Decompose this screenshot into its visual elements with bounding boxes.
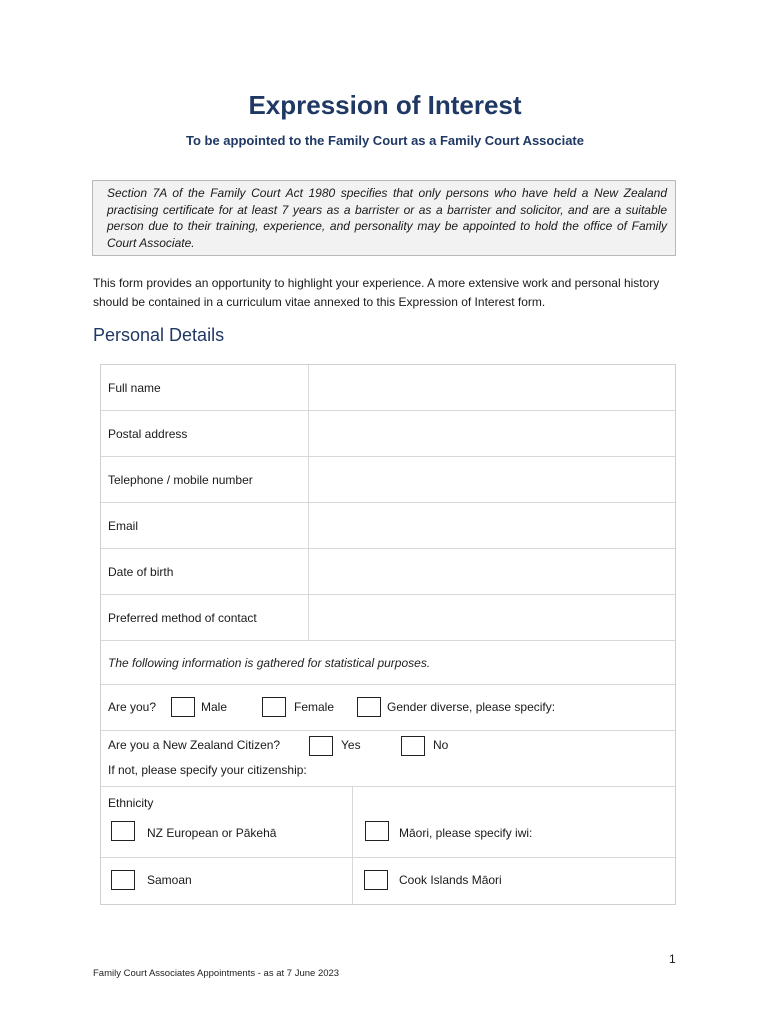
statistical-note: The following information is gathered for statistical purposes. (101, 641, 675, 685)
full-name-field[interactable] (309, 365, 675, 410)
section-heading-personal-details: Personal Details (93, 325, 225, 345)
page-number: 1 (669, 952, 676, 966)
citizenship-row (101, 731, 675, 787)
cook-islands-checkbox[interactable] (364, 870, 388, 890)
citizen-no-label: No (433, 738, 449, 752)
field-label: Date of birth (101, 549, 309, 594)
citizenship-question: Are you a New Zealand Citizen? (108, 738, 281, 752)
citizenship-followup: If not, please specify your citizenship: (108, 763, 307, 777)
eligibility-notice: Section 7A of the Family Court Act 1980 specifies that only persons who have held a New Zealand practising certificate for at least 7 years as a barrister or as a barrister and solicitor, and are a suitable person due to their training, experience, and personality may be appointed to hold the office of Family Court Associate. (92, 180, 676, 256)
male-label: Male (201, 700, 228, 714)
gender-question: Are you? (108, 700, 157, 714)
field-label: Telephone / mobile number (101, 457, 309, 502)
ethnicity-row-2 (101, 858, 675, 904)
ethnicity-cell-samoan (101, 858, 353, 904)
samoan-label: Samoan (147, 873, 192, 887)
form-row-telephone (101, 457, 675, 503)
form-row-postal-address (101, 411, 675, 457)
ethnicity-row-1 (101, 787, 675, 858)
date-of-birth-field[interactable] (309, 549, 675, 594)
cook-islands-label: Cook Islands Māori (399, 873, 502, 887)
form-row-contact-method (101, 595, 675, 641)
field-label: Email (101, 503, 309, 548)
form-row-full-name (101, 365, 675, 411)
ethnicity-label: Ethnicity (108, 796, 154, 810)
citizen-no-checkbox[interactable] (401, 736, 425, 756)
gender-diverse-label: Gender diverse, please specify: (387, 700, 556, 714)
ethnicity-cell-cook-islands (353, 858, 675, 904)
page-footer: Family Court Associates Appointments - as at 7 June 2023 (93, 968, 340, 979)
form-row-dob (101, 549, 675, 595)
document-subtitle: To be appointed to the Family Court as a Family Court Associate (185, 133, 584, 148)
form-row-email (101, 503, 675, 549)
ethnicity-cell-maori (353, 787, 675, 857)
samoan-checkbox[interactable] (111, 870, 135, 890)
email-field[interactable] (309, 503, 675, 548)
female-checkbox[interactable] (262, 697, 286, 717)
maori-checkbox[interactable] (365, 821, 389, 841)
postal-address-field[interactable] (309, 411, 675, 456)
gender-diverse-checkbox[interactable] (357, 697, 381, 717)
intro-paragraph: This form provides an opportunity to highlight your experience. A more extensive work and personal history should be contained in a curriculum vitae annexed to this Expression of Interest form. (93, 276, 660, 309)
document-title: Expression of Interest (248, 90, 522, 120)
female-label: Female (294, 700, 335, 714)
citizen-yes-label: Yes (341, 738, 361, 752)
nz-european-label: NZ European or Pākehā (147, 826, 277, 840)
field-label: Full name (101, 365, 309, 410)
contact-method-field[interactable] (309, 595, 675, 640)
ethnicity-cell-nz-european (101, 787, 353, 857)
field-label: Postal address (101, 411, 309, 456)
gender-row (101, 685, 675, 731)
maori-label: Māori, please specify iwi: (399, 826, 533, 840)
field-label: Preferred method of contact (101, 595, 309, 640)
telephone-field[interactable] (309, 457, 675, 502)
male-checkbox[interactable] (171, 697, 195, 717)
personal-details-form (100, 364, 676, 905)
nz-european-checkbox[interactable] (111, 821, 135, 841)
citizen-yes-checkbox[interactable] (309, 736, 333, 756)
